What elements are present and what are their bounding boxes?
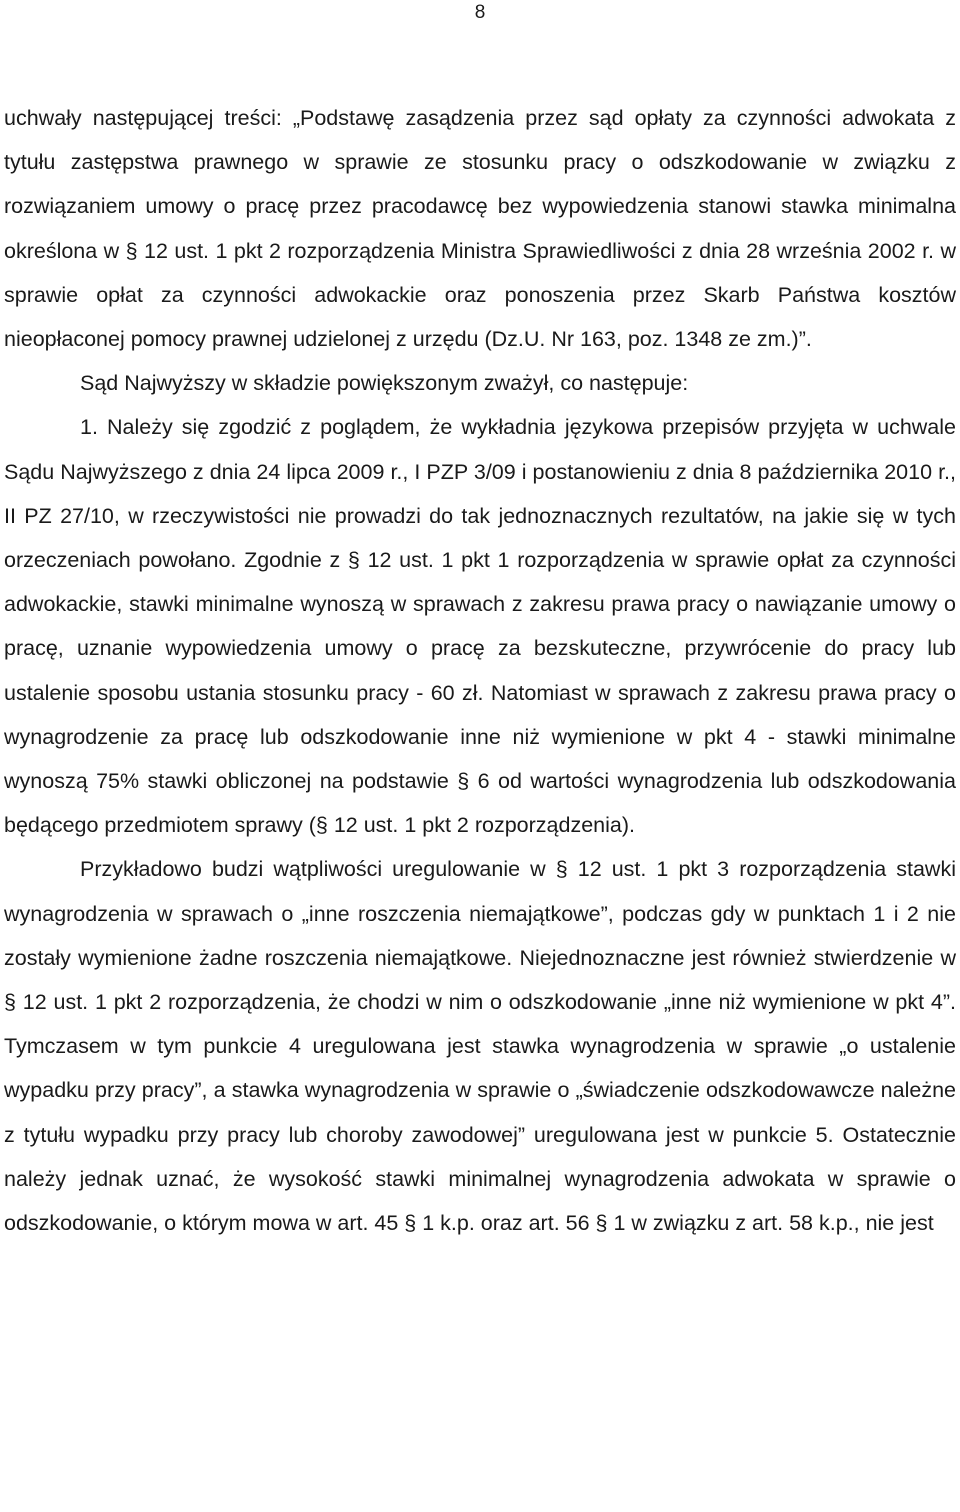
paragraph-example-doubts: Przykładowo budzi wątpliwości uregulowanie w § 12 ust. 1 pkt 3 rozporządzenia stawki wynagrodzenia w sprawach o „inne roszczenia niemajątkowe”, podczas gdy w punktach 1 i 2 nie zostały wymienione żadne roszczenia niemajątkowe. Niejednoznaczne jest również stwierdzenie w § 12 ust. 1 pkt 2 rozporządzenia, że chodzi w nim o odszkodowanie „inne niż wymienione w pkt 4”. Tymczasem w tym punkcie 4 uregulowana jest stawka wynagrodzenia w sprawie „o ustalenie wypadku przy pracy”, a stawka wynagrodzenia w sprawie o „świadczenie odszkodowawcze należne z tytułu wypadku przy pracy lub choroby zawodowej” uregulowana jest w punkcie 5. Ostatecznie należy jednak uznać, że wysokość stawki minimalnej wynagrodzenia adwokata w sprawie o odszkodowanie, o którym mowa w art. 45 § 1 k.p. oraz art. 56 § 1 w związku z art. 58 k.p., nie jest [4,857,956,1236]
paragraph-point-1: 1. Należy się zgodzić z poglądem, że wykładnia językowa przepisów przyjęta w uchwale Sądu Najwyższego z dnia 24 lipca 2009 r., I PZP 3/09 i postanowieniu z dnia 8 października 2010 r., II PZ 27/10, w rzeczywistości nie prowadzi do tak jednoznacznych rezultatów, na jakie się w tych orzeczeniach powołano. Zgodnie z § 12 ust. 1 pkt 1 rozporządzenia w sprawie opłat za czynności adwokackie, stawki minimalne wynoszą w sprawach z zakresu prawa pracy o nawiązanie umowy o pracę, uznanie wypowiedzenia umowy o pracę za bezskuteczne, przywrócenie do pracy lub ustalenie sposobu ustania stosunku pracy - 60 zł. Natomiast w sprawach z zakresu prawa pracy o wynagrodzenie za pracę lub odszkodowanie inne niż wymienione w pkt 4 - stawki minimalne wynoszą 75% stawki obliczonej na podstawie § 6 od wartości wynagrodzenia lub odszkodowania będącego przedmiotem sprawy (§ 12 ust. 1 pkt 2 rozporządzenia). [4,415,956,838]
paragraph-court-considered: Sąd Najwyższy w składzie powiększonym zważył, co następuje: [80,371,689,396]
paragraph-resolution-quote: uchwały następującej treści: „Podstawę zasądzenia przez sąd opłaty za czynności adwokata z tytułu zastępstwa prawnego w sprawie ze stosunku pracy o odszkodowanie w związku z rozwiązaniem umowy o pracę przez pracodawcę bez wypowiedzenia stanowi stawka minimalna określona w § 12 ust. 1 pkt 2 rozporządzenia Ministra Sprawiedliwości z dnia 28 września 2002 r. w sprawie opłat za czynności adwokackie oraz ponoszenia przez Skarb Państwa kosztów nieopłaconej pomocy prawnej udzielonej z urzędu (Dz.U. Nr 163, poz. 1348 ze zm.)”. [4,106,956,352]
page-number: 8 [474,2,486,23]
document-body [4,96,956,1245]
